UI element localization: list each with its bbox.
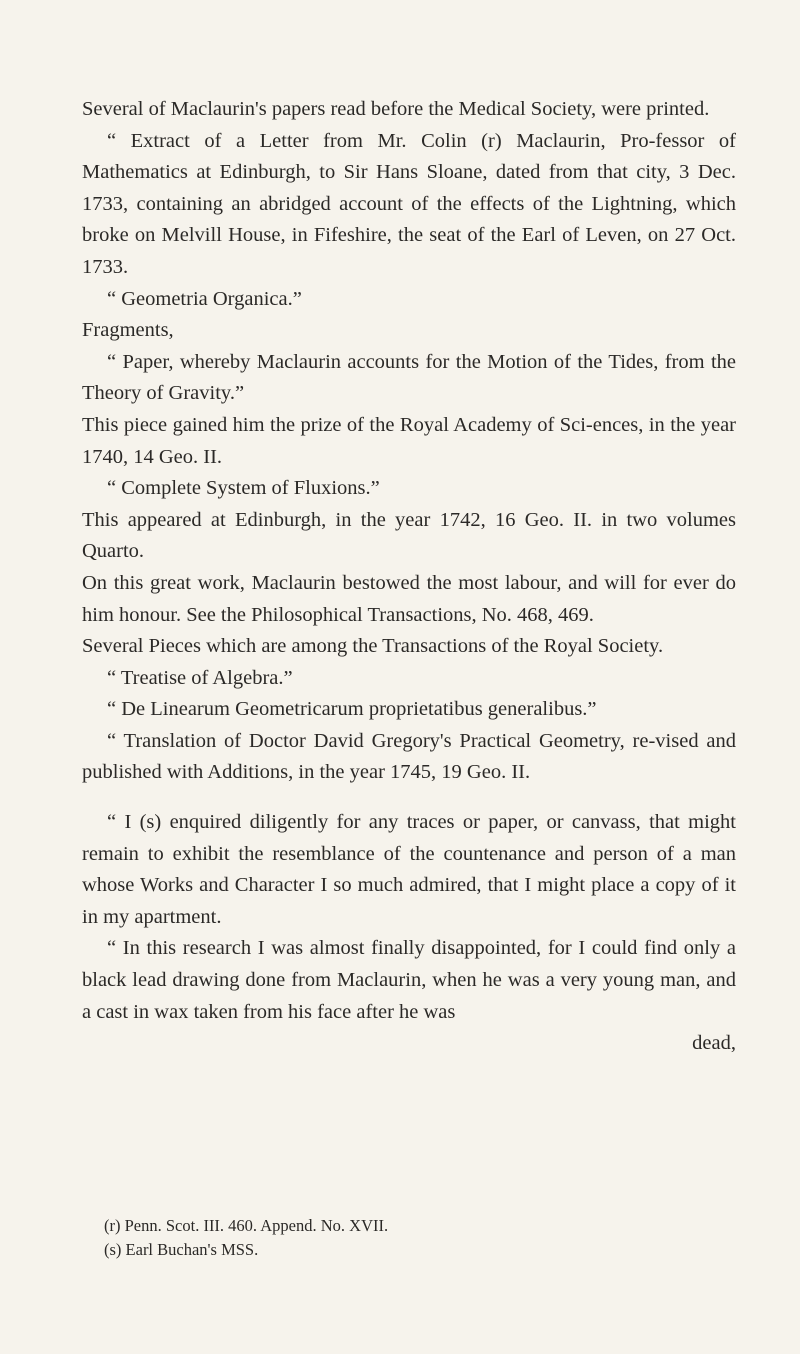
paragraph-15: “ In this research I was almost finally disappointed, for I could find only a black lead drawing done from Maclaurin, when he was a very young man, and a cast in wax taken from his face after he was bbox=[82, 937, 736, 1023]
footnote-s: (s) Earl Buchan's MSS. bbox=[104, 1240, 259, 1259]
footnote-r: (r) Penn. Scot. III. 460. Append. No. XVII. bbox=[104, 1216, 389, 1235]
paragraph-2: “ Extract of a Letter from Mr. Colin (r) Maclaurin, Pro-fessor of Mathematics at Edinburgh, to Sir Hans Sloane, dated from that city, 3 Dec. 1733, containing an abridged account of the effects of the Lightning, which broke on Melvill House, in Fifeshire, the seat of the Earl of Leven, on 27 Oct. 1733. bbox=[82, 129, 736, 278]
paragraph-10: Several Pieces which are among the Transactions of the Royal Society. bbox=[82, 635, 664, 658]
footnotes bbox=[82, 1214, 736, 1262]
paragraph-14: “ I (s) enquired diligently for any traces or paper, or canvass, that might remain to exhibit the resemblance of the countenance and person of a man whose Works and Character I so much admired, that I might place a copy of it in my apartment. bbox=[82, 811, 736, 928]
paragraph-1: Several of Maclaurin's papers read before the Medical Society, were printed. bbox=[82, 98, 710, 120]
paragraph-13: “ Translation of Doctor David Gregory's Practical Geometry, re-vised and published with Additions, in the year 1745, 19 Geo. II. bbox=[82, 729, 736, 784]
paragraph-5: “ Paper, whereby Maclaurin accounts for the Motion of the Tides, from the Theory of Gravity.” bbox=[82, 350, 736, 405]
paragraph-11: “ Treatise of Algebra.” bbox=[107, 666, 293, 689]
paragraph-8: This appeared at Edinburgh, in the year 1742, 16 Geo. II. in two volumes Quarto. bbox=[82, 508, 736, 563]
paragraph-6: This piece gained him the prize of the Royal Academy of Sci-ences, in the year 1740, 14 Geo. II. bbox=[82, 413, 736, 468]
paragraph-4: Fragments, bbox=[82, 319, 174, 342]
paragraph-12: “ De Linearum Geometricarum proprietatibus generalibus.” bbox=[107, 698, 597, 721]
paragraph-9: On this great work, Maclaurin bestowed the most labour, and will for ever do him honour. See the Philosophical Transactions, No. 468, 469. bbox=[82, 571, 736, 626]
catchword: dead, bbox=[692, 1032, 736, 1055]
body-text bbox=[82, 94, 736, 1060]
paragraph-7: “ Complete System of Fluxions.” bbox=[107, 477, 380, 500]
paragraph-3: “ Geometria Organica.” bbox=[107, 287, 302, 310]
